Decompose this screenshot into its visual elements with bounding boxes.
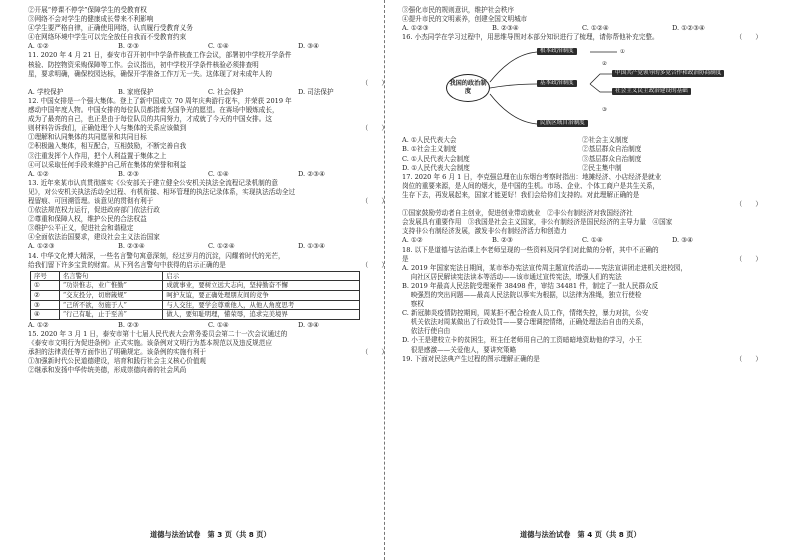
item-line — [28, 24, 388, 33]
text-segment: 机关依法对周某做出了行政处罚——要合理调控情绪，正确处理法治自由的关系， — [402, 318, 649, 327]
table-header-row — [31, 271, 360, 281]
q12-options — [28, 170, 388, 179]
table-row — [31, 300, 360, 310]
choice-option: A. ①② — [402, 236, 423, 245]
choice-option: C. ①②④ — [208, 242, 235, 251]
choice-option: A. ①②③ — [28, 242, 55, 251]
text-segment: 承担的法律责任等方面作出了明确规定。该条例的实施有利于 — [28, 347, 207, 356]
q10-items — [28, 6, 388, 42]
text-segment: ④可以采取任何手段来维护自己所在集体的荣誉和利益 — [28, 160, 187, 169]
choice-option: D. 司法保护 — [298, 87, 334, 96]
text-segment: 是 — [402, 254, 409, 263]
choice-option: D. ①③④ — [298, 242, 325, 251]
mind-map-sub-box: 中国共产党领导的多党合作和政治协商制度 — [612, 70, 724, 77]
choice-option: D. ③④ — [298, 42, 320, 51]
text-segment: 成为了最亮的自己，也正是由于每位队员的共同努力，才成就了今天的中国女排。这 — [28, 115, 272, 124]
choice-option-row — [402, 164, 762, 173]
text-segment: 给我们留下许多宝贵的财富。从下列名言警句中获得的启示正确的是 — [28, 260, 226, 269]
item-line — [28, 161, 388, 170]
choice-option: C. ①④ — [208, 42, 229, 51]
question-line — [28, 70, 388, 79]
q13-options — [28, 242, 388, 251]
mind-map-box: 民族区域自治制度 — [537, 120, 588, 127]
choice-option: B. ②③ — [118, 320, 139, 329]
text-segment: ②尊重和保障人权，维护公民的合法权益 — [28, 215, 147, 224]
text-segment: 《泰安市文明行为促进条例》正式实施。该条例对文明行为基本规范以及违反规范应 — [28, 338, 272, 347]
table-cell: “功崇惟志，业广惟勤” — [59, 281, 163, 291]
table-cell: “己所不欲，勿施于人” — [59, 300, 163, 310]
text-segment: C. 新冠肺炎疫情防控期间，周某拒不配合检查人员工作，情绪失控，暴力对抗，公安 — [402, 309, 649, 318]
page-footer-left: 道德与法治试卷 第 3 页（共 8 页） — [150, 530, 271, 539]
mind-map-blank: ② — [602, 61, 608, 68]
text-segment: 感动中国年度人物。中国女排的每位队员都指着为国争光的愿望。在赛场中锻炼成长， — [28, 106, 279, 115]
table-cell: 成就事业，要树立远大志向，坚持勤奋不懈 — [163, 281, 360, 291]
mind-map — [442, 44, 742, 134]
question-13 — [28, 179, 388, 252]
table-cell: 做人，要知耻明理，懂荣辱，追求完美境界 — [163, 310, 360, 320]
item-line — [28, 6, 388, 15]
answer-paren: （ ） — [361, 196, 388, 205]
question-line — [28, 261, 388, 270]
answer-paren: （ ） — [361, 78, 388, 87]
table-cell: 呵护友谊，要正确处理朋友间的竞争 — [163, 290, 360, 300]
choice-line — [402, 327, 762, 336]
table-row — [31, 310, 360, 320]
question-14 — [28, 252, 388, 330]
choice-option: ②民主集中制 — [582, 163, 622, 172]
text-segment: ③网络不会对学生的健康成长带来不利影响 — [28, 15, 154, 24]
choice-option: ②社会主义制度 — [582, 136, 629, 145]
mind-map-sub-box: 社会主义民主政治建设的基础 — [612, 88, 691, 95]
text-segment: ①国家鼓励劳动者自主创业，促进创业带动就业 ②非公有制经济对我国经济社 — [402, 209, 633, 218]
text-segment: 13. 近年来某市认真贯彻落实《公安部关于建立健全公安机关执法全流程记录机制的意 — [28, 178, 278, 187]
choice-option: C. ①④ — [208, 169, 229, 178]
question-line — [28, 188, 388, 197]
question-11 — [28, 51, 388, 96]
text-segment: 程留痕、可回溯管理。该意见的贯彻有利于 — [28, 196, 154, 205]
text-segment: ③维护公平正义，促进社会和谐稳定 — [28, 224, 134, 233]
text-segment: ④全面依法治国要求，建设社会主义法治国家 — [28, 233, 160, 242]
item-line — [28, 33, 388, 42]
text-segment: 察权 — [402, 300, 424, 309]
text-segment: ①依法规范权力运行，促进政府部门依法行政 — [28, 206, 160, 215]
q10-options — [28, 42, 388, 51]
table-header-cell: 启示 — [163, 271, 360, 281]
text-segment: ④提升市民的文明素养，创建全国文明城市 — [402, 15, 528, 24]
choice-option: A. ①② — [28, 320, 49, 329]
choice-option: B. ②③ — [118, 169, 139, 178]
q11-options — [28, 88, 388, 97]
choice-option: B. ②③④ — [118, 242, 145, 251]
question-15 — [28, 330, 388, 375]
choice-line — [402, 300, 762, 309]
question-line — [402, 246, 762, 255]
text-segment: 19. 下面对民法典产生过程的图示理解正确的是 — [402, 354, 540, 363]
choice-option: D. ③④ — [298, 320, 320, 329]
answer-paren: （ ） — [361, 347, 388, 356]
choice-line — [402, 336, 762, 345]
choice-option: B. ②③④ — [492, 24, 519, 33]
choice-option: A. ①②③ — [402, 24, 429, 33]
text-segment: 映强烈的突出问题——最高人民法院以事实为根据，以法律为准绳，独立行使检 — [402, 290, 642, 299]
table-cell: “行己有耻，止于至善” — [59, 310, 163, 320]
item-line — [402, 15, 762, 24]
text-segment: B. 2019 年最高人民法院受理案件 38498 件，审结 34481 件，制定了一批人民群众反 — [402, 281, 659, 290]
text-segment: ①加强新时代公民道德建设，培育和践行社会主义核心价值观 — [28, 357, 207, 366]
choice-line — [402, 291, 762, 300]
item-line — [28, 152, 388, 161]
choice-option: ③基层群众自治制度 — [582, 154, 642, 163]
question-line — [28, 197, 388, 206]
choice-option: D. ①人民代表大会制度 — [402, 163, 470, 172]
question-line — [28, 51, 388, 60]
choice-option: C. ①④ — [582, 236, 603, 245]
text-segment: 则材料告诉我们，正确处理个人与集体的关系应该做到 — [28, 124, 187, 133]
table-row — [31, 290, 360, 300]
item-line — [28, 215, 388, 224]
choice-line — [402, 282, 762, 291]
question-line — [402, 355, 762, 364]
text-segment: 12. 中国女排是一个强大集体。登上了新中国成立 70 周年庆典游行花车，并荣获 2019 年 — [28, 96, 292, 105]
table-cell: ④ — [31, 310, 60, 320]
text-segment: ②开展“停课不停学”保障学生的受教育权 — [28, 6, 147, 14]
text-segment: ④在网络环境中学生可以完全放任自我而不受教育约束 — [28, 33, 187, 42]
choice-line — [402, 264, 762, 273]
text-segment: 向社区居民解读宪法读本等活动——该市通过宣传宪法，增强人们的宪法 — [402, 272, 622, 281]
question-line — [402, 173, 762, 182]
choice-option: A. ①② — [28, 169, 49, 178]
text-segment: 生存下去，再发展起来，国家才能更好！我们会给你们支持的。对此理解正确的是 — [402, 190, 640, 199]
text-segment: 星，要求明确，确保校园达标，确保开学准备工作万无一失。这体现了对未成年人的 — [28, 69, 272, 78]
question-line — [28, 115, 388, 124]
choice-option: A. ①人民代表大会 — [402, 136, 457, 145]
answer-paren: （ ） — [735, 254, 762, 263]
mind-map-box: 根本政治制度 — [537, 48, 577, 55]
mind-map-box: 基本政治制度 — [537, 80, 577, 87]
question-19 — [402, 355, 762, 364]
q17-options — [402, 236, 762, 245]
choice-option: B. ①社会主义制度 — [402, 145, 457, 154]
question-line — [402, 191, 762, 200]
question-line — [28, 61, 388, 70]
right-page — [402, 6, 762, 364]
mind-map-blank: ① — [620, 49, 626, 56]
left-page — [28, 6, 388, 375]
choice-option: C. ①④ — [208, 320, 229, 329]
choice-option: A. ①② — [28, 42, 49, 51]
mind-map-center: 我国的政治制度 — [446, 74, 490, 102]
answer-paren: （ ） — [361, 124, 388, 133]
text-segment: D. 小王是建校立卡的贫困生，班主任老师用自己的工资暗暗地资助他的学习，小王 — [402, 336, 643, 345]
text-segment: 岗位的重要来源，是人间的烟火，是中国的生机。市场、企业、个体工商户是共生关系， — [402, 181, 660, 190]
proverb-table — [30, 271, 360, 320]
table-cell: ① — [31, 281, 60, 291]
text-segment: 见》，对公安机关执法活动全过程、有机衔接、相环管理的执法记录体系，实现执法活动全过 — [28, 187, 296, 196]
text-segment: 16. 小杰同学在学习过程中，用思维导图对本部分知识进行了梳理，请你帮他补充完整。 — [402, 33, 659, 42]
text-segment: 15. 2020 年 3 月 1 日，泰安市第十七届人民代表大会常务委员会第二十一次会议通过的 — [28, 329, 288, 338]
item-line — [402, 6, 762, 15]
question-18 — [402, 246, 762, 355]
page-footer-right: 道德与法治试卷 第 4 页（共 8 页） — [520, 530, 641, 539]
text-segment: ③注重发挥个人作用，把个人利益置于集体之上 — [28, 151, 167, 160]
text-segment: ③强化市民的规则意识，维护社会秩序 — [402, 6, 515, 14]
text-segment: A. 2019 年国家宪法日期间，某市举办宪法宣传周主题宣传活动——宪法宣讲团走进机关进校园， — [402, 263, 687, 272]
choice-option: D. ①②③④ — [672, 24, 705, 33]
q14-options — [28, 321, 388, 330]
q15-continued-items — [402, 6, 762, 24]
q15-options — [402, 24, 762, 33]
choice-line — [402, 346, 762, 355]
text-segment: ②积极融入集体，相互配合，互相鼓励，不断完善自我 — [28, 142, 187, 151]
choice-option: B. ②③ — [118, 42, 139, 51]
table-header-cell: 名言警句 — [59, 271, 163, 281]
question-line — [402, 33, 762, 42]
mind-map-blank: ③ — [602, 107, 608, 114]
choice-option: B. ②③ — [492, 236, 513, 245]
text-segment: ②继承和发扬中华传统美德，形成崇德向善的社会风尚 — [28, 366, 187, 375]
item-line — [402, 218, 762, 227]
table-row — [31, 281, 360, 291]
item-line — [28, 133, 388, 142]
item-line — [402, 227, 762, 236]
text-segment: 很是感激——关爱他人，要讲究策略 — [402, 345, 517, 354]
text-segment: 核验、防控物资采购保障等工作。会议指出，初中学校开学条件核验必须排查明 — [28, 60, 259, 69]
choice-option: C. 社会保护 — [208, 87, 244, 96]
choice-option: A. 学校保护 — [28, 87, 64, 96]
table-cell: ② — [31, 290, 60, 300]
choice-option: ②基层群众自治制度 — [582, 145, 642, 154]
question-12 — [28, 97, 388, 179]
choice-option: C. ①人民代表大会制度 — [402, 154, 470, 163]
choice-option-row — [402, 155, 762, 164]
question-line — [402, 255, 762, 264]
item-line — [402, 209, 762, 218]
table-cell: 与人交往，要学会尊重他人，从他人角度思考 — [163, 300, 360, 310]
item-line — [28, 366, 388, 375]
text-segment: 11. 2020 年 4 月 21 日，泰安市召开初中中学条件核查工作会议，部署初中学校开学条件 — [28, 51, 292, 60]
question-line — [28, 106, 388, 115]
choice-option: D. ③④ — [672, 236, 694, 245]
question-16 — [402, 33, 762, 172]
answer-paren: （ ） — [735, 354, 762, 363]
q16-options — [402, 136, 762, 172]
text-segment: 17. 2020 年 6 月 1 日，李克强总理在山东烟台考察时指出：地摊经济、小店经济是就业 — [402, 172, 662, 181]
choice-option: D. ②③④ — [298, 169, 325, 178]
item-line — [28, 142, 388, 151]
text-segment: ①理解和认同集体的共同愿景和共同目标 — [28, 133, 147, 142]
item-line — [28, 206, 388, 215]
answer-paren: （ ） — [361, 260, 388, 269]
text-segment: 依法行使自由 — [402, 327, 451, 336]
question-line — [28, 330, 388, 339]
question-line — [28, 124, 388, 133]
answer-paren: （ ） — [735, 200, 762, 209]
choice-line — [402, 318, 762, 327]
item-line — [28, 357, 388, 366]
question-line — [28, 97, 388, 106]
choice-line — [402, 309, 762, 318]
text-segment: ④学生要严格自律，正确使用网络，认真履行受教育义务 — [28, 24, 193, 33]
text-segment: 会发展具有重要作用 ③我国是社会主义国家，非公有制经济是国民经济的主导力量 ④国家 — [402, 218, 673, 227]
choice-line — [402, 273, 762, 282]
question-line — [28, 252, 388, 261]
question-line — [28, 179, 388, 188]
answer-paren: （ ） — [735, 33, 762, 42]
item-line — [28, 233, 388, 242]
text-segment: 支持非公有制经济发展，激发非公有制经济活力和创造力 — [402, 227, 567, 236]
question-line — [402, 182, 762, 191]
table-header-cell: 序号 — [31, 271, 60, 281]
table-cell: “交友投分，切磨箴规” — [59, 290, 163, 300]
question-line — [28, 348, 388, 357]
text-segment: 14. 中华文化博大精深，一些名言警句寓意深刻，经过岁月的沉淀，闪耀着时代的光芒， — [28, 251, 285, 260]
choice-option: B. 家庭保护 — [118, 87, 154, 96]
item-line — [28, 224, 388, 233]
choice-option-row — [402, 145, 762, 154]
question-17 — [402, 173, 762, 246]
table-cell: ③ — [31, 300, 60, 310]
choice-option: C. ①②④ — [582, 24, 609, 33]
item-line — [28, 15, 388, 24]
question-line — [28, 339, 388, 348]
text-segment: 18. 以下是道德与法治课上李老师呈现的一些资料及同学们对此做的分析，其中不正确的 — [402, 245, 659, 254]
